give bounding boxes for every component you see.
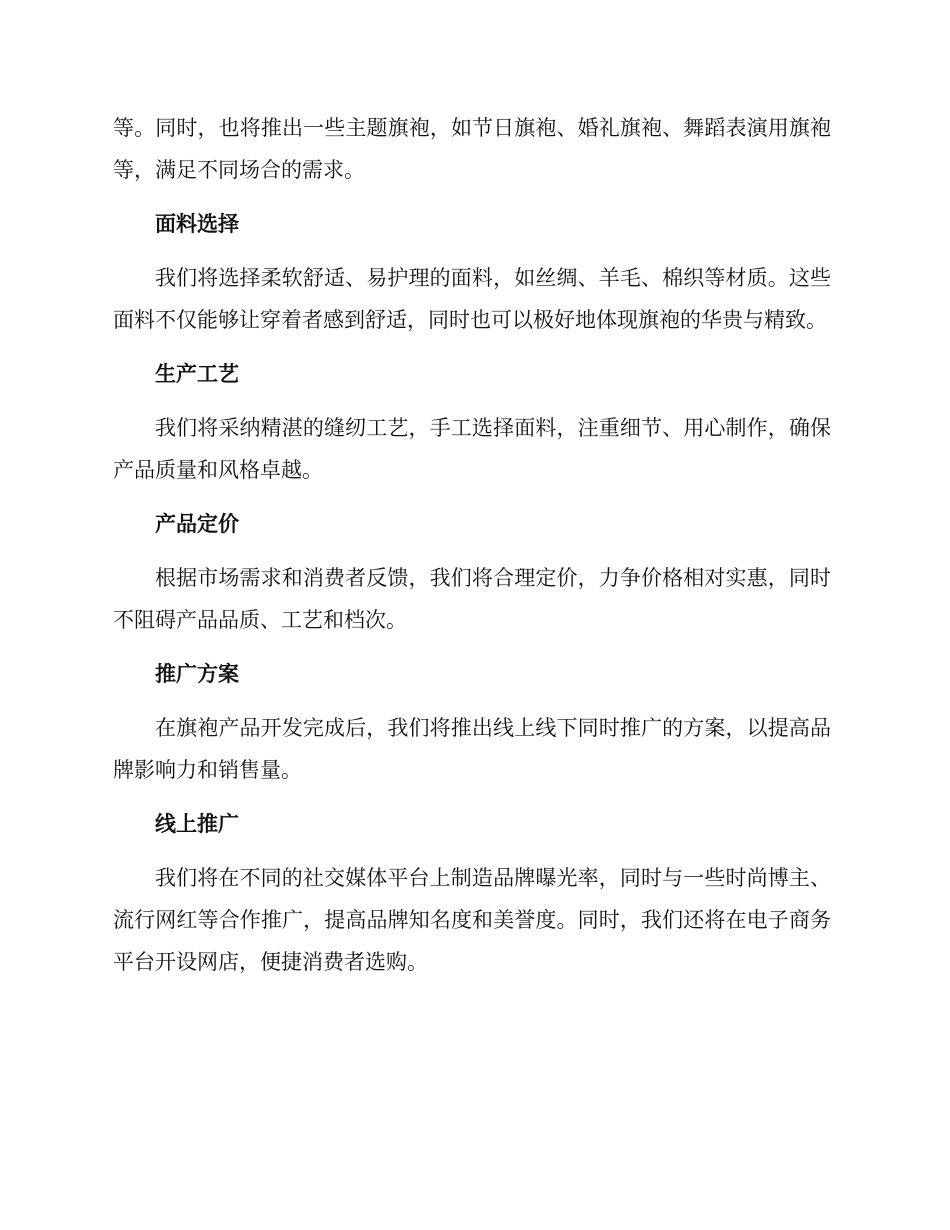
paragraph-online: 我们将在不同的社交媒体平台上制造品牌曝光率，同时与一些时尚博主、流行网红等合作推广，提高品牌知名度和美誉度。同时，我们还将在电子商务平台开设网店，便捷消费者选购。 (113, 866, 831, 974)
heading-pricing: 产品定价 (155, 512, 239, 536)
document-body (113, 107, 831, 983)
paragraph-fabric: 我们将选择柔软舒适、易护理的面料，如丝绸、羊毛、棉织等材质。这些面料不仅能够让穿着者感到舒适，同时也可以极好地体现旗袍的华贵与精致。 (113, 266, 831, 332)
paragraph-intro-continued: 等。同时，也将推出一些主题旗袍，如节日旗袍、婚礼旗袍、舞蹈表演用旗袍等，满足不同场合的需求。 (113, 116, 831, 182)
heading-production: 生产工艺 (155, 362, 239, 386)
heading-promotion: 推广方案 (155, 662, 239, 686)
heading-fabric: 面料选择 (155, 212, 239, 236)
paragraph-promotion: 在旗袍产品开发完成后，我们将推出线上线下同时推广的方案，以提高品牌影响力和销售量。 (113, 716, 831, 782)
paragraph-production: 我们将采纳精湛的缝纫工艺，手工选择面料，注重细节、用心制作，确保产品质量和风格卓越。 (113, 416, 831, 482)
paragraph-pricing: 根据市场需求和消费者反馈，我们将合理定价，力争价格相对实惠，同时不阻碍产品品质、工艺和档次。 (113, 566, 831, 632)
heading-online: 线上推广 (155, 812, 239, 836)
